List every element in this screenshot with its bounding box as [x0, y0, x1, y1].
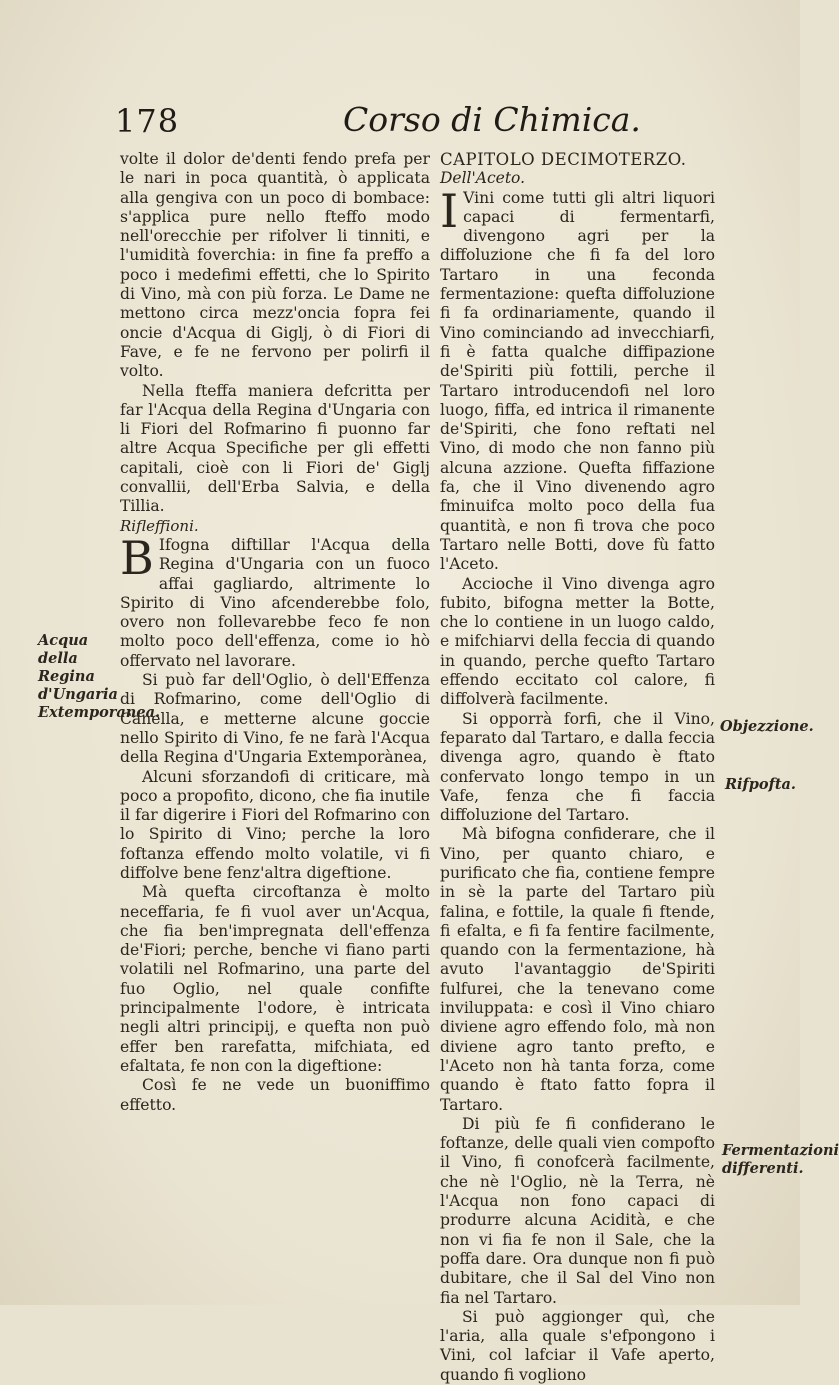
page-number: 178 — [115, 102, 180, 140]
paragraph-with-initial — [440, 183, 715, 575]
section-heading: Rifleffioni. — [120, 516, 199, 535]
paragraph: volte il dolor de'denti fendo prefa per le nari in poca quantità, ò applicata alla gengiva con un poco di bombace: s'applica pure nello fteffo modo nell'orecchie per rifolver li tinniti, e l'umidità foverchia: in fine fa preffo a poco i medefimi effetti, che lo Spirito di Vino, mà con più forza. Le Dame ne mettono circa mezz'oncia fopra fei oncie d'Acqua di Giglj, ò di Fiori di Fave, e fe ne fervono per polirfi il volto. — [120, 150, 430, 381]
right-column — [440, 150, 715, 1385]
page-header — [115, 100, 725, 148]
paragraph: Nella fteffa maniera defcritta per far l'Acqua della Regina d'Ungaria con li Fiori del Rofmarino fi puonno far altre Acqua Specifiche per gli effetti capitali, cioè con li Fiori de' Giglj convallii, dell'Erba Salvia, e della Tillia. — [120, 381, 430, 516]
drop-cap: I — [440, 183, 459, 238]
paragraph: Così fe ne vede un buoniffimo effetto. — [120, 1076, 430, 1114]
paragraph: Mà bifogna confiderare, che il Vino, per quanto chiaro, e purificato che fia, contiene fempre in sè la parte del Tartaro più falina, e fottile, la quale fi ftende, fi efalta, e fi fa fentire facilmente, quando con la fermentazione, hà avuto l'avantaggio de'Spiriti fulfurei, che la tenevano come inviluppata: e così il Vino chiaro diviene agro effendo folo, mà non diviene agro tanto prefto, e l'Aceto non hà tanta forza, come quando è ftato fatto fopra il Tartaro. — [440, 825, 715, 1114]
margin-note-fermentation: Fermentazioni differenti. — [722, 1142, 839, 1177]
chapter-title: CAPITOLO DECIMOTERZO. — [440, 150, 687, 169]
paragraph-text: Vini come tutti gli altri liquori capaci di fermentarfi, divengono agri per la diffoluzione che fi fa del loro Tartaro in una feconda fermentazione: quefta diffoluzione fi fa ordinariamente, quando il Vino cominciando ad invecchiarfi, fi è fatta qualche diffipazione de'Spiriti più fottili, perche il Tartaro introducendofi nel loro luogo, fiffa, ed intrica il rimanente de'Spiriti, che fono reftati nel Vino, di modo che non fanno più alcuna azzione. Quefta fiffazione fa, che il Vino divenendo agro fminuifca molto poco della fua quantità, e non fi trova che poco Tartaro nelle Botti, dove fù fatto l'Aceto. — [440, 188, 715, 574]
paragraph: Di più fe fi confiderano le foftanze, delle quali vien compofto il Vino, fi conofcerà facilmente, che nè l'Oglio, nè la Terra, nè l'Acqua non fono capaci di produrre alcuna Acidità, e che non vi fia fe non il Sale, che la poffa dare. Ora dunque non fi può dubitare, che il Sal del Vino non fia nel Tartaro. — [440, 1114, 715, 1307]
paragraph-text: Ifogna diftillar l'Acqua della Regina d'Ungaria con un fuoco affai gagliardo, altrimente lo Spirito di Vino afcenderebbe folo, overo non follevarebbe feco fe non molto poco dell'effenza, come io hò offervato nel lavorare. — [120, 535, 430, 670]
paragraph-with-initial — [120, 530, 430, 671]
paragraph: Si può aggionger quì, che l'aria, alla quale s'efpongono i Vini, col lafciar il Vafe aperto, quando fi vogliono — [440, 1307, 715, 1384]
paragraph: Alcuni sforzandofi di criticare, mà poco a propofito, dicono, che fia inutile il far digerire i Fiori del Rofmarino con lo Spirito di Vino; perche la loro foftanza effendo molto volatile, vi fi diffolve bene fenz'altra digeftione. — [120, 767, 430, 882]
drop-cap: B — [120, 530, 154, 585]
paragraph: Si può far dell'Oglio, ò dell'Effenza di Rofmarino, come dell'Oglio di Canella, e metterne alcune goccie nello Spirito di Vino, fe ne farà l'Acqua della Regina d'Ungaria Extemporànea, — [120, 671, 430, 767]
margin-note-reply: Rifpofta. — [725, 776, 796, 793]
paragraph: Si opporrà forfi, che il Vino, feparato dal Tartaro, e dalla feccia divenga agro, quando è ftato confervato longo tempo in un Vafe, fenza che fi faccia diffoluzione del Tartaro. — [440, 709, 715, 825]
chapter-subtitle: Dell'Aceto. — [440, 169, 526, 188]
left-column — [120, 150, 430, 1115]
margin-note-acqua: Acqua della Regina d'Ungaria Extemporanea. — [38, 632, 161, 721]
running-title: Corso di Chimica. — [343, 100, 641, 139]
paragraph: Mà quefta circoftanza è molto neceffaria, fe fi vuol aver un'Acqua, che fia ben'impregnata dell'effenza de'Fiori; perche, benche vi fiano parti volatili nel Rofmarino, una parte del fuo Oglio, nel quale confifte principalmente l'odore, è intricata negli altri principij, e quefta non può effer ben rarefatta, mifchiata, ed efaltata, fe non con la digeftione: — [120, 883, 430, 1075]
margin-note-objection: Objezzione. — [720, 718, 814, 735]
paragraph: Accioche il Vino divenga agro fubito, bifogna metter la Botte, che lo contiene in un luogo caldo, e mifchiarvi della feccia di quando in quando, perche quefto Tartaro effendo eccitato col calore, fi diffolverà facilmente. — [440, 574, 715, 709]
